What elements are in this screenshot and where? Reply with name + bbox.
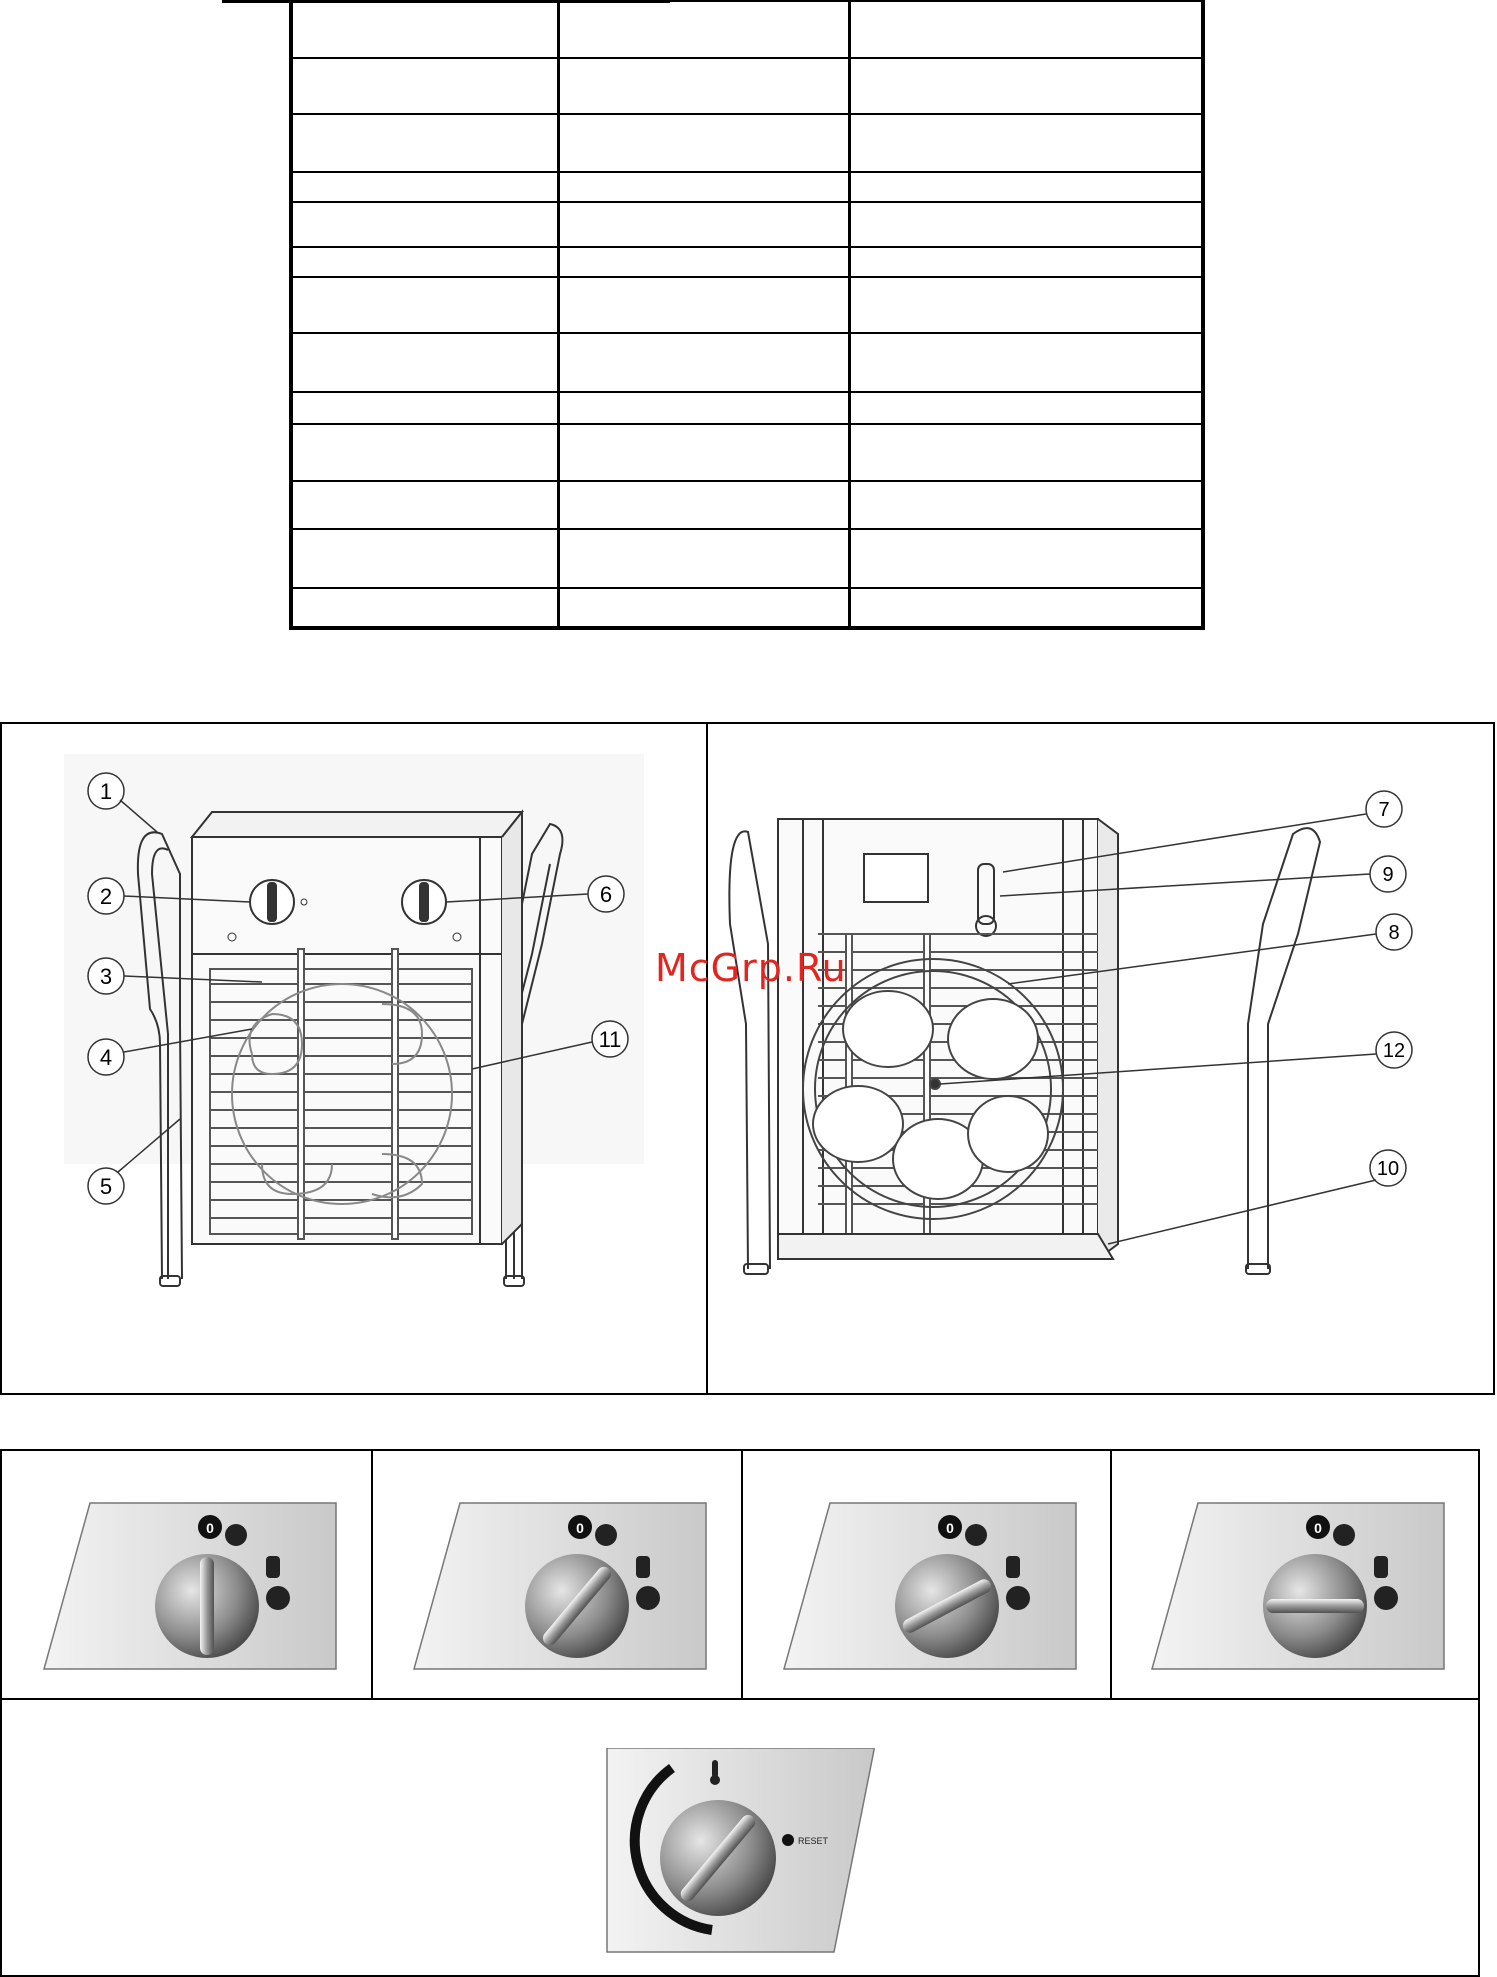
svg-text:12: 12 bbox=[1382, 1040, 1406, 1062]
svg-text:7: 7 bbox=[1378, 799, 1390, 821]
svg-text:4: 4 bbox=[99, 1045, 113, 1070]
svg-text:2: 2 bbox=[99, 884, 113, 909]
off-symbol bbox=[198, 1515, 222, 1539]
svg-text:3: 3 bbox=[99, 964, 113, 989]
fan-icon bbox=[225, 1524, 247, 1546]
rear-view-drawing bbox=[708, 724, 1493, 1393]
table-row bbox=[291, 424, 1203, 481]
knob-panel-off bbox=[44, 1503, 336, 1669]
reset-indicator bbox=[782, 1834, 794, 1846]
svg-text:0: 0 bbox=[576, 1520, 584, 1536]
knob-positions-box bbox=[0, 1449, 1480, 1977]
table-row bbox=[291, 172, 1203, 202]
front-view-drawing bbox=[2, 724, 706, 1393]
knob-panel-full-heat bbox=[1152, 1503, 1444, 1669]
rear-left-handle bbox=[729, 831, 770, 1274]
svg-text:8: 8 bbox=[1388, 922, 1400, 944]
heater-figure-box bbox=[0, 722, 1495, 1395]
svg-text:0: 0 bbox=[206, 1520, 214, 1536]
table-row bbox=[291, 481, 1203, 529]
row-divider bbox=[2, 1698, 1478, 1700]
half-heat-icon bbox=[266, 1556, 280, 1578]
full-heat-icon bbox=[266, 1586, 290, 1610]
table-row bbox=[291, 1, 1203, 58]
table-row bbox=[291, 114, 1203, 172]
front-knob-right bbox=[402, 880, 446, 924]
table-row bbox=[291, 247, 1203, 277]
svg-text:11: 11 bbox=[598, 1027, 622, 1052]
svg-text:10: 10 bbox=[1376, 1158, 1400, 1180]
table-row bbox=[291, 392, 1203, 424]
knob-panel-half-heat bbox=[784, 1503, 1076, 1669]
callout-10 bbox=[1108, 1150, 1406, 1244]
table-row bbox=[291, 202, 1203, 247]
mode-knob-panels bbox=[2, 1451, 1478, 1696]
svg-text:9: 9 bbox=[1382, 864, 1394, 886]
svg-text:5: 5 bbox=[99, 1174, 113, 1199]
table-row bbox=[291, 529, 1203, 588]
svg-text:0: 0 bbox=[946, 1520, 954, 1536]
table-row bbox=[291, 277, 1203, 333]
table-row bbox=[291, 333, 1203, 391]
table-row bbox=[291, 58, 1203, 114]
spec-table bbox=[289, 0, 1205, 630]
svg-text:6: 6 bbox=[599, 882, 613, 907]
thermostat-panel bbox=[602, 1748, 882, 1968]
svg-text:0: 0 bbox=[1314, 1520, 1322, 1536]
reset-label: RESET bbox=[798, 1836, 829, 1846]
rear-feet bbox=[778, 1234, 1113, 1259]
table-row bbox=[291, 588, 1203, 628]
knob-panel-fan bbox=[414, 1503, 706, 1669]
svg-text:1: 1 bbox=[99, 779, 113, 804]
front-knob-left bbox=[250, 880, 294, 924]
watermark: McGrp.Ru bbox=[655, 946, 847, 990]
rear-right-handle bbox=[1246, 828, 1320, 1274]
